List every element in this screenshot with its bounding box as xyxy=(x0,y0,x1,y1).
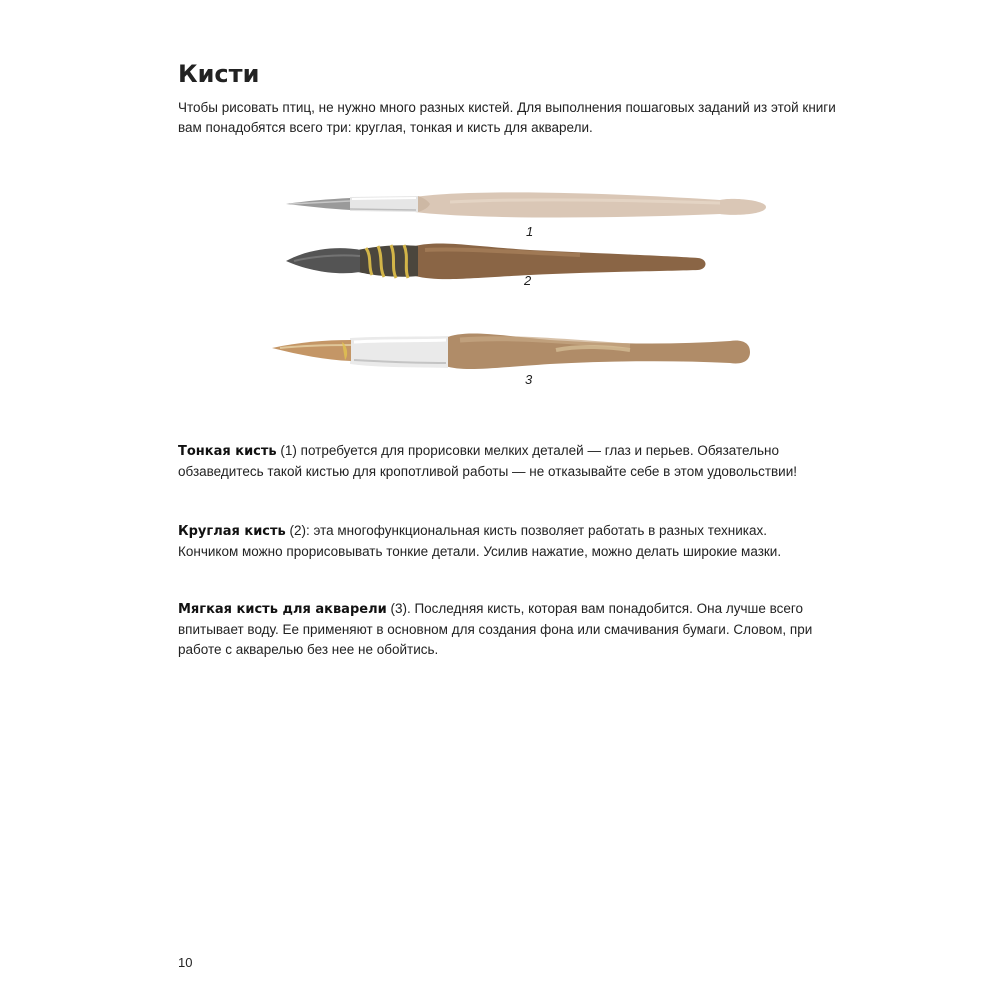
round-brush-paragraph xyxy=(178,521,828,562)
thin-brush-term: Тонкая кисть xyxy=(178,444,277,459)
round-brush-description: (2): эта многофункциональная кисть позволяет работать в разных техниках. Кончиком можно прорисовывать тонкие детали. Усилив нажатие, можно делать широкие мазки. xyxy=(178,523,782,559)
brush-label-1: 1 xyxy=(526,224,534,239)
thin-brush-illustration xyxy=(286,192,766,239)
watercolor-brush-paragraph xyxy=(178,599,828,660)
brush-label-2: 2 xyxy=(524,273,532,288)
page-title: Кисти xyxy=(178,60,260,88)
round-brush-term: Круглая кисть xyxy=(178,524,286,539)
page-number: 10 xyxy=(178,955,193,970)
watercolor-brush-term: Мягкая кисть для акварели xyxy=(178,602,387,617)
intro-paragraph: Чтобы рисовать птиц, не нужно много разных кистей. Для выполнения пошаговых заданий из этой книги вам понадобятся всего три: круглая, тонкая и кисть для акварели. xyxy=(178,100,836,135)
brush-label-3: 3 xyxy=(525,372,533,387)
brushes-illustration xyxy=(250,180,790,400)
round-brush-illustration xyxy=(286,243,706,288)
thin-brush-paragraph xyxy=(178,441,828,482)
watercolor-brush-description: (3). Последняя кисть, которая вам понадобится. Она лучше всего впитывает воду. Ее применяют в основном для создания фона или смачивания бумаги. Словом, при работе с акварелью без нее не обойтись. xyxy=(178,601,813,657)
thin-brush-description: (1) потребуется для прорисовки мелких деталей — глаз и перьев. Обязательно обзаведитесь такой кистью для кропотливой работы — не отказывайте себе в этом удовольствии! xyxy=(178,443,798,479)
watercolor-brush-illustration xyxy=(272,334,750,387)
